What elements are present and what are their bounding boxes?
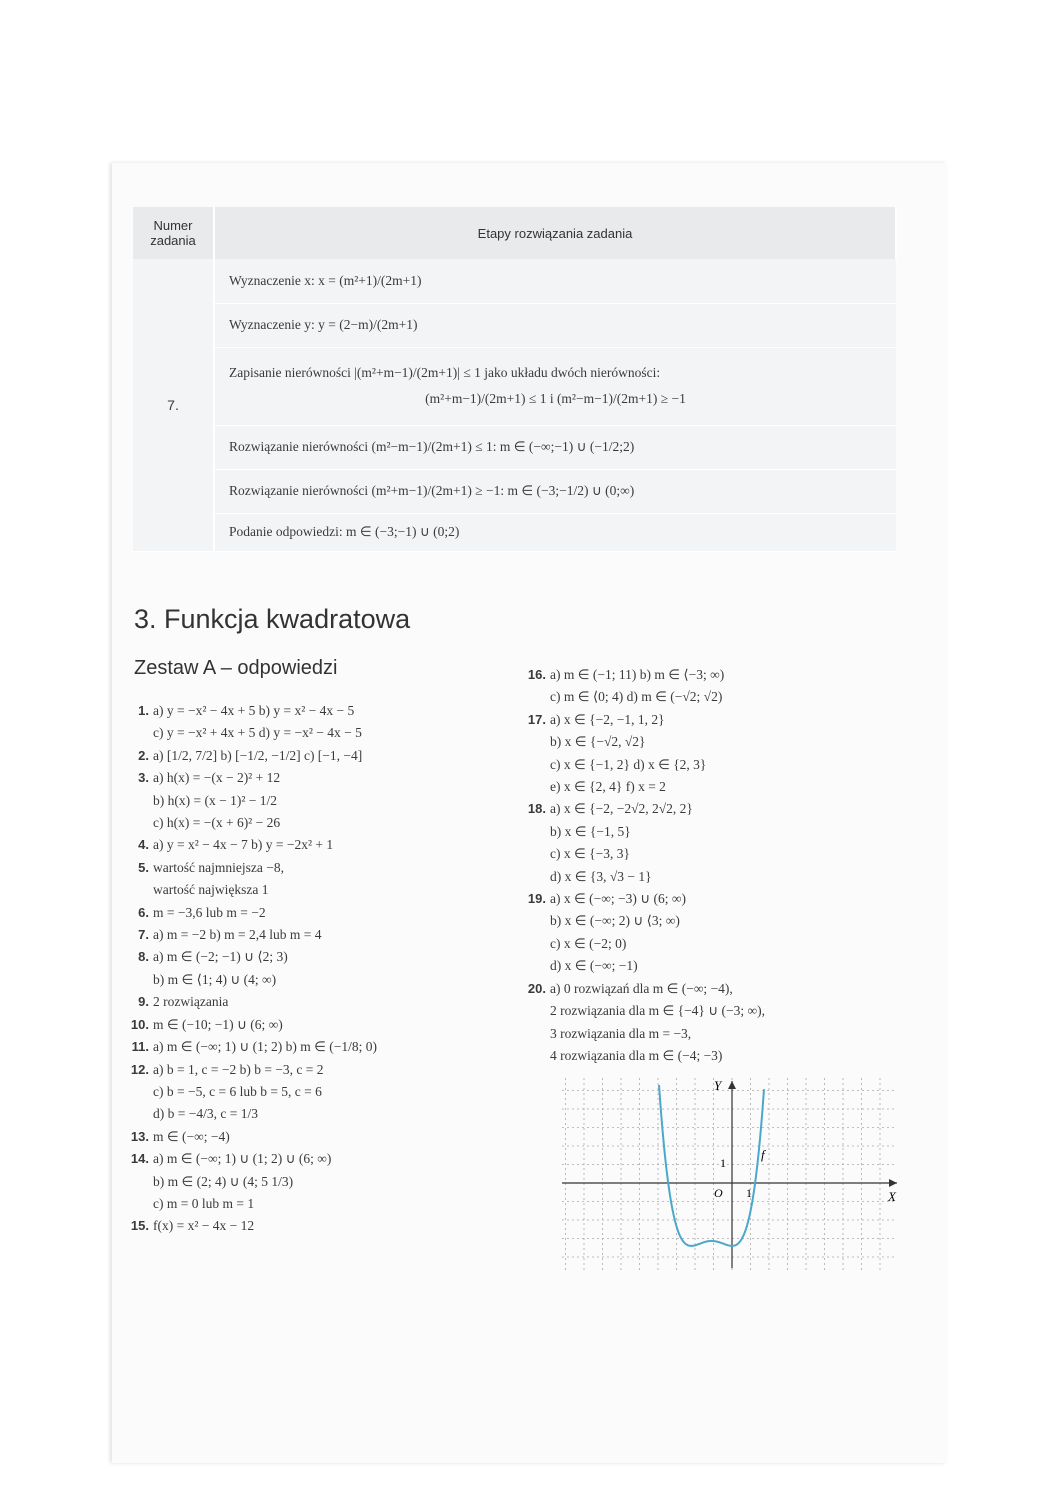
- answer-line: a) m ∈ (−∞; 1) ∪ (1; 2) ∪ (6; ∞): [153, 1151, 332, 1167]
- answer-number: 3.: [138, 770, 149, 786]
- step-text: Zapisanie nierówności |(m²+m−1)/(2m+1)| ≤ 1 jako układu dwóch nierówności:: [229, 365, 661, 380]
- origin-label: O: [714, 1186, 723, 1200]
- step-row: Rozwiązanie nierówności (m²−m−1)/(2m+1) ≤ 1: m ∈ (−∞;−1) ∪ (−1/2;2): [214, 425, 896, 469]
- answer-line: a) x ∈ {−2, −2√2, 2√2, 2}: [550, 801, 693, 817]
- answer-line: c) m = 0 lub m = 1: [153, 1195, 255, 1211]
- answer-line: a) x ∈ (−∞; −3) ∪ (6; ∞): [550, 891, 686, 907]
- answer-number: 19.: [527, 891, 546, 907]
- answer-item: [126, 1059, 516, 1126]
- y-tick-label: 1: [720, 1156, 726, 1170]
- answer-item: [126, 991, 516, 1013]
- answers-right-column: [523, 664, 903, 1067]
- answer-number: 15.: [130, 1218, 149, 1234]
- answer-number: 14.: [130, 1151, 149, 1167]
- answer-line: m ∈ (−10; −1) ∪ (6; ∞): [153, 1016, 283, 1032]
- answer-item: [126, 1036, 516, 1058]
- answer-number: 7.: [138, 927, 149, 943]
- step-row: [214, 347, 896, 425]
- answer-line: a) [1/2, 7/2] b) [−1/2, −1/2] c) [−1, −4]: [153, 747, 363, 763]
- answer-line: f(x) = x² − 4x − 12: [153, 1218, 255, 1234]
- header-steps: Etapy rozwiązania zadania: [214, 207, 896, 259]
- answer-line: m = −3,6 lub m = −2: [153, 904, 266, 920]
- answer-item: [126, 1148, 516, 1215]
- answer-line: b) x ∈ {−√2, √2}: [550, 734, 646, 750]
- answer-item: [523, 709, 903, 799]
- answers-left-column: [126, 700, 516, 1238]
- answer-item: [126, 767, 516, 834]
- step-subtext: (m²+m−1)/(2m+1) ≤ 1 i (m²−m−1)/(2m+1) ≥ −1: [425, 391, 686, 406]
- answer-line: wartość najmniejsza −8,: [153, 859, 284, 875]
- answer-line: a) y = x² − 4x − 7 b) y = −2x² + 1: [153, 837, 334, 853]
- answer-line: c) m ∈ ⟨0; 4) d) m ∈ (−√2; √2): [550, 689, 723, 705]
- answer-line: a) m ∈ (−1; 11) b) m ∈ ⟨−3; ∞): [550, 667, 725, 682]
- answer-item: [126, 745, 516, 767]
- answer-number: 1.: [138, 703, 149, 718]
- step-row: Wyznaczenie y: y = (2−m)/(2m+1): [214, 303, 896, 347]
- answer-item: [126, 946, 516, 991]
- answer-line: a) x ∈ {−2, −1, 1, 2}: [550, 711, 665, 727]
- answer-line: a) h(x) = −(x − 2)² + 12: [153, 770, 281, 786]
- answer-item: [126, 1215, 516, 1237]
- answer-line: e) x ∈ {2, 4} f) x = 2: [550, 779, 666, 795]
- section-title: Zestaw A – odpowiedzi: [134, 657, 338, 679]
- answer-line: b) x ∈ (−∞; 2) ∪ ⟨3; ∞): [550, 913, 680, 929]
- header-task-number: Numer zadania: [133, 207, 214, 259]
- answer-number: 18.: [527, 801, 546, 817]
- answer-line: d) b = −4/3, c = 1/3: [153, 1106, 258, 1122]
- graph-grid: [562, 1078, 897, 1270]
- answer-line: a) m ∈ (−∞; 1) ∪ (1; 2) b) m ∈ (−1/8; 0): [153, 1039, 377, 1055]
- step-row: Wyznaczenie x: x = (m²+1)/(2m+1): [214, 259, 896, 303]
- answer-number: 6.: [138, 904, 149, 920]
- answer-item: [126, 1126, 516, 1148]
- solution-steps-table: [133, 207, 897, 552]
- answer-line: a) b = 1, c = −2 b) b = −3, c = 2: [153, 1061, 324, 1077]
- answer-number: 12.: [130, 1061, 149, 1077]
- answer-line: b) x ∈ {−1, 5}: [550, 823, 631, 839]
- answer-number: 8.: [138, 949, 149, 965]
- answer-number: 5.: [138, 859, 149, 875]
- answer-item: [126, 902, 516, 924]
- step-row: Podanie odpowiedzi: m ∈ (−3;−1) ∪ (0;2): [214, 513, 896, 551]
- answer-item: [126, 857, 516, 902]
- answer-item: [523, 888, 903, 978]
- answer-number: 4.: [138, 837, 149, 853]
- answer-number: 2.: [138, 747, 149, 763]
- answer-item: [523, 978, 903, 1068]
- chapter-title: 3. Funkcja kwadratowa: [134, 604, 411, 634]
- answer-line: a) y = −x² − 4x + 5 b) y = x² − 4x − 5: [153, 703, 355, 718]
- answer-line: 4 rozwiązania dla m ∈ (−4; −3): [550, 1047, 723, 1063]
- x-tick-label: 1: [746, 1186, 752, 1200]
- y-axis-arrow: [728, 1081, 736, 1089]
- x-axis-label: X: [888, 1189, 896, 1204]
- answer-line: c) x ∈ {−3, 3}: [550, 846, 630, 862]
- answer-item: [126, 700, 516, 745]
- answer-line: d) x ∈ (−∞; −1): [550, 958, 638, 974]
- answer-line: b) m ∈ (2; 4) ∪ (4; 5 1/3): [153, 1173, 294, 1189]
- answer-line: c) y = −x² + 4x + 5 d) y = −x² − 4x − 5: [153, 725, 362, 741]
- parabola-graph: [562, 1078, 902, 1270]
- task-number: 7.: [133, 259, 214, 551]
- answer-line: c) x ∈ (−2; 0): [550, 935, 627, 951]
- answer-line: a) m ∈ (−2; −1) ∪ ⟨2; 3): [153, 949, 288, 965]
- answer-item: [523, 664, 903, 709]
- answer-line: c) b = −5, c = 6 lub b = 5, c = 6: [153, 1083, 322, 1099]
- answer-number: 13.: [130, 1128, 149, 1144]
- answer-number: 20.: [527, 980, 546, 996]
- step-row: Rozwiązanie nierówności (m²+m−1)/(2m+1) ≥ −1: m ∈ (−3;−1/2) ∪ (0;∞): [214, 469, 896, 513]
- answer-number: 11.: [131, 1039, 149, 1055]
- answer-line: wartość największa 1: [153, 882, 269, 898]
- answer-number: 17.: [527, 711, 546, 727]
- y-axis-label: Y: [714, 1078, 722, 1093]
- x-axis-arrow: [889, 1179, 897, 1187]
- answer-line: b) h(x) = (x − 1)² − 1/2: [153, 792, 277, 808]
- curve-label: f: [761, 1147, 765, 1162]
- answer-item: [126, 924, 516, 946]
- answer-line: 2 rozwiązania dla m ∈ {−4} ∪ (−3; ∞),: [550, 1003, 766, 1019]
- answer-line: 3 rozwiązania dla m = −3,: [550, 1025, 692, 1041]
- answer-number: 9.: [138, 994, 149, 1010]
- answer-line: d) x ∈ {3, √3 − 1}: [550, 868, 652, 884]
- answer-line: a) m = −2 b) m = 2,4 lub m = 4: [153, 927, 322, 943]
- answer-line: b) m ∈ ⟨1; 4) ∪ (4; ∞): [153, 971, 277, 987]
- answer-number: 16.: [527, 667, 546, 682]
- answer-item: [523, 798, 903, 888]
- answer-line: c) x ∈ {−1, 2} d) x ∈ {2, 3}: [550, 756, 707, 772]
- answer-item: [126, 834, 516, 856]
- answer-line: a) 0 rozwiązań dla m ∈ (−∞; −4),: [550, 980, 733, 996]
- answer-line: c) h(x) = −(x + 6)² − 26: [153, 815, 281, 831]
- answer-line: 2 rozwiązania: [153, 994, 229, 1010]
- answer-number: 10.: [130, 1016, 149, 1032]
- answer-line: m ∈ (−∞; −4): [153, 1128, 230, 1144]
- answer-item: [126, 1014, 516, 1036]
